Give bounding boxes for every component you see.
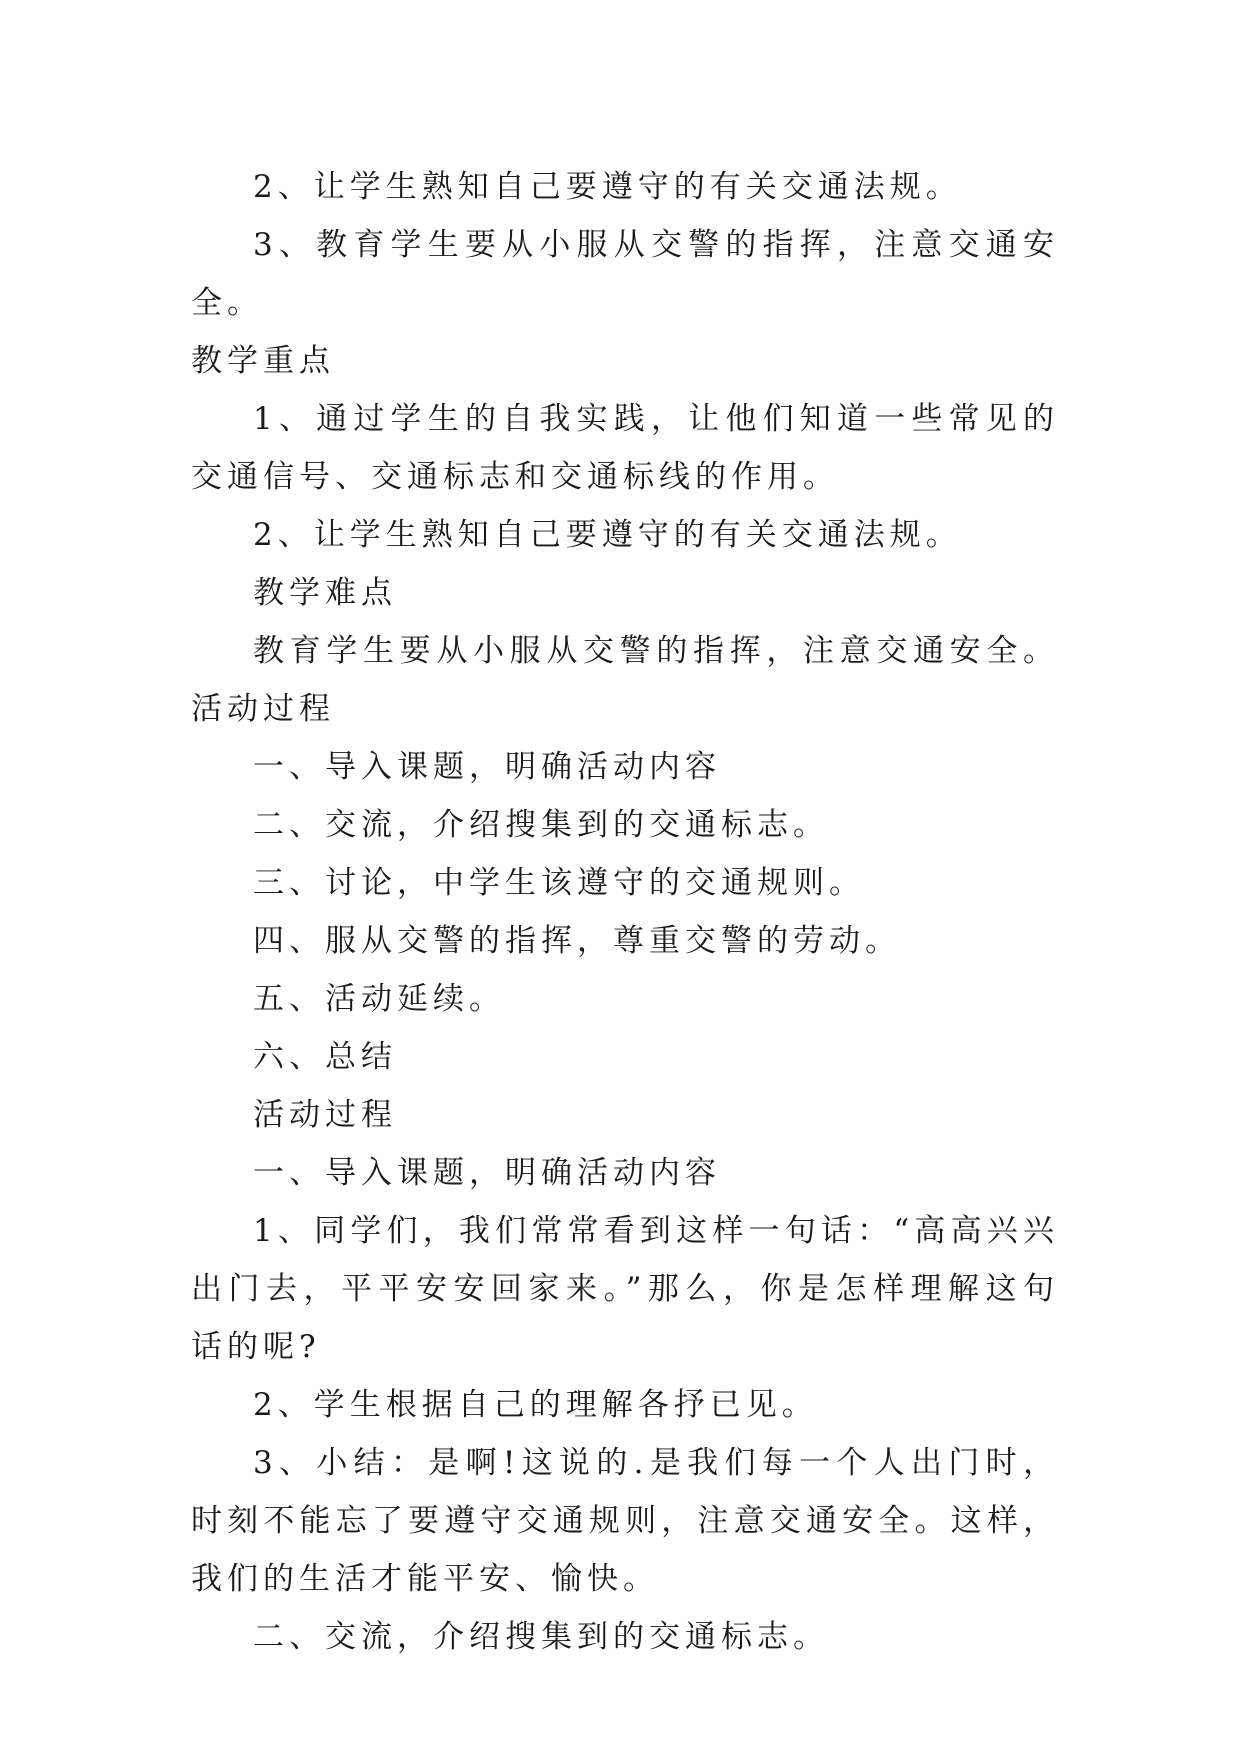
section-heading: 活动过程 bbox=[253, 1097, 397, 1133]
document-body bbox=[191, 158, 1059, 1666]
paragraph: 1、通过学生的自我实践，让他们知道一些常见的交通信号、交通标志和交通标线的作用。 bbox=[191, 401, 1059, 495]
paragraph: 二、交流，介绍搜集到的交通标志。 bbox=[253, 1619, 829, 1655]
paragraph: 四、服从交警的指挥，尊重交警的劳动。 bbox=[253, 923, 901, 959]
paragraph: 3、教育学生要从小服从交警的指挥，注意交通安全。 bbox=[191, 227, 1059, 321]
paragraph: 六、总结 bbox=[253, 1039, 397, 1075]
paragraph: 1、同学们，我们常常看到这样一句话：“高高兴兴出门去，平平安安回家来。”那么，你是怎样理解这句话的呢? bbox=[191, 1213, 1059, 1365]
paragraph: 3、小结：是啊!这说的.是我们每一个人出门时，时刻不能忘了要遵守交通规则，注意交通安全。这样，我们的生活才能平安、愉快。 bbox=[191, 1445, 1059, 1597]
paragraph: 2、学生根据自己的理解各抒已见。 bbox=[253, 1387, 818, 1423]
paragraph: 一、导入课题，明确活动内容 bbox=[253, 749, 721, 785]
paragraph: 一、导入课题，明确活动内容 bbox=[253, 1155, 721, 1191]
section-heading: 教学重点 bbox=[191, 343, 335, 379]
paragraph: 2、让学生熟知自己要遵守的有关交通法规。 bbox=[253, 169, 962, 205]
paragraph: 二、交流，介绍搜集到的交通标志。 bbox=[253, 807, 829, 843]
section-heading: 教学难点 bbox=[253, 575, 397, 611]
paragraph: 2、让学生熟知自己要遵守的有关交通法规。 bbox=[253, 517, 962, 553]
paragraph: 五、活动延续。 bbox=[253, 981, 505, 1017]
paragraph: 三、讨论，中学生该遵守的交通规则。 bbox=[253, 865, 865, 901]
paragraph: 教育学生要从小服从交警的指挥，注意交通安全。活动过程 bbox=[191, 633, 1059, 727]
